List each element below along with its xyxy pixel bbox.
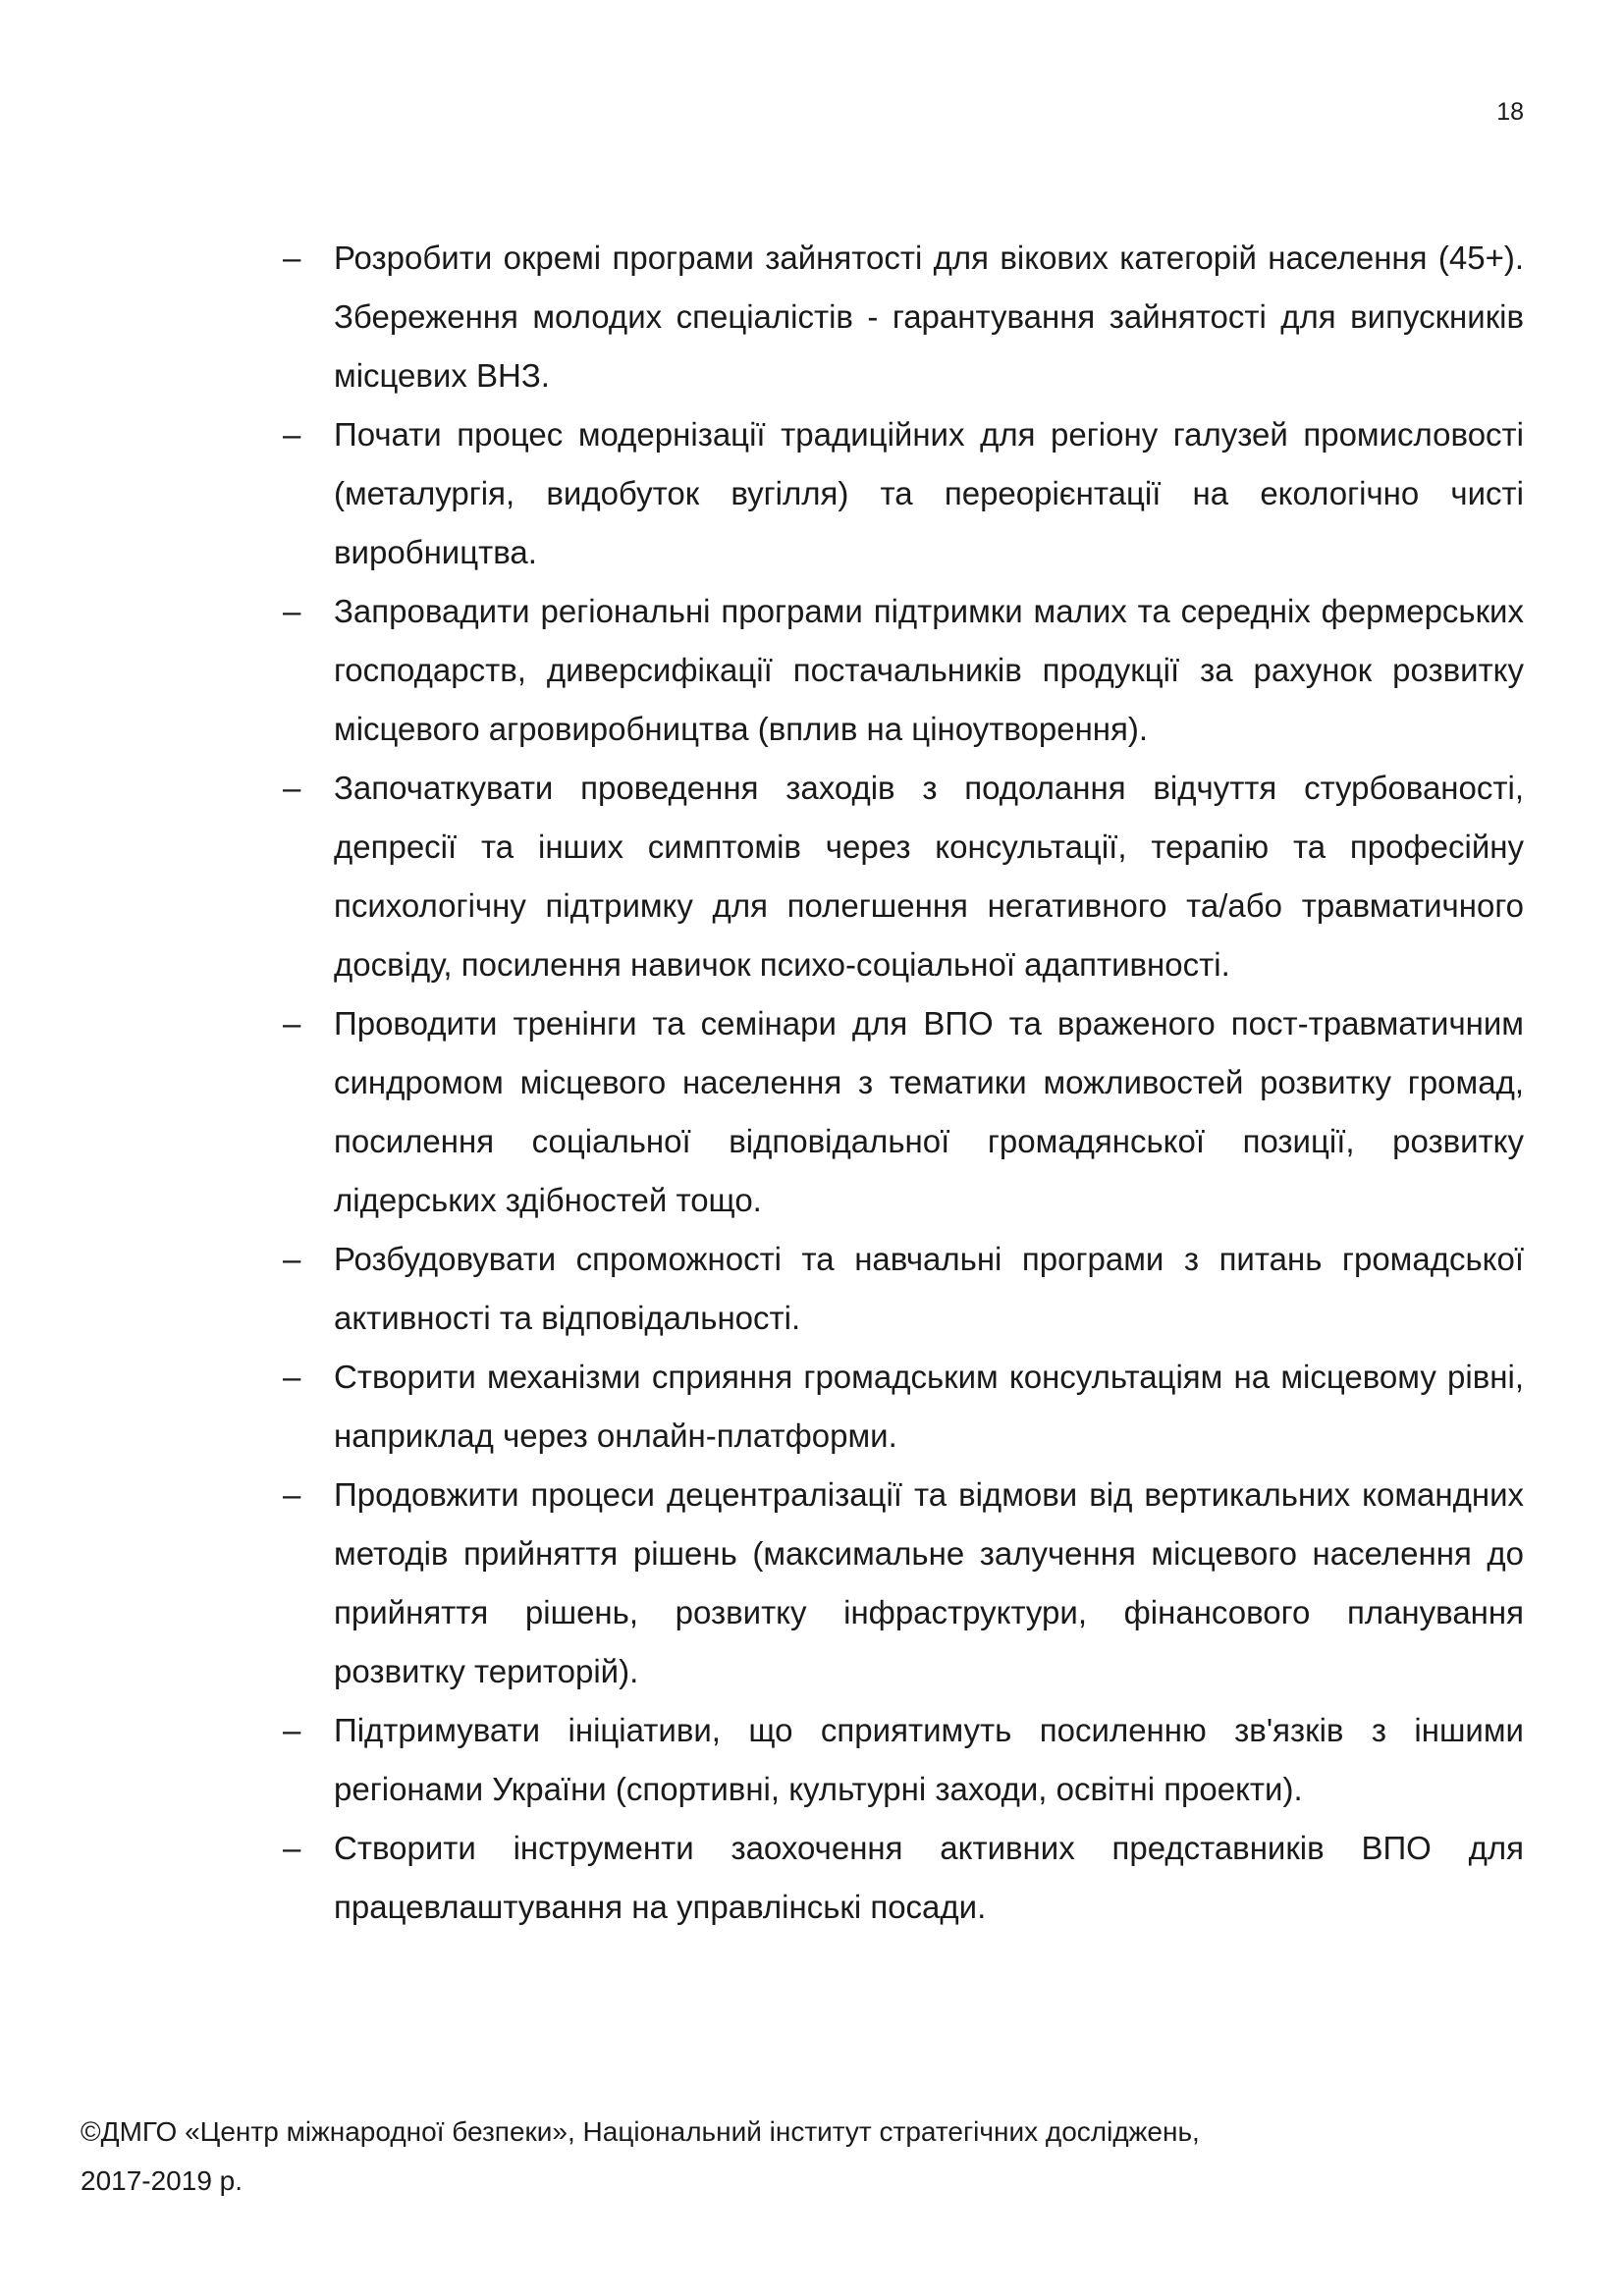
list-bullet: – xyxy=(283,593,301,629)
list-item xyxy=(277,1819,1524,1937)
list-item-text: Започаткувати проведення заходів з подолання відчуття стурбованості, депресії та інших симптомів через консультації, терапію та професійну психологічну підтримку для полегшення негативного та/або травматичного досвіду, посилення навичок психо-соціальної адаптивності. xyxy=(334,770,1524,983)
list-item-text: Проводити тренінги та семінари для ВПО та враженого пост-травматичним синдромом місцевого населення з тематики можливостей розвитку громад, посилення соціальної відповідальної громадянської позиції, розвитку лідерських здібностей тощо. xyxy=(334,1005,1524,1218)
list-bullet: – xyxy=(283,1359,301,1395)
footer-line: ©ДМГО «Центр міжнародної безпеки», Національний інститут стратегічних досліджень, xyxy=(81,2116,1200,2147)
page-number: 18 xyxy=(1496,98,1524,126)
list-item xyxy=(277,1348,1524,1466)
list-bullet: – xyxy=(283,770,301,806)
footer-line: 2017-2019 р. xyxy=(81,2165,244,2196)
list-item-text: Створити механізми сприяння громадським консультаціям на місцевому рівні, наприклад через онлайн-платформи. xyxy=(334,1359,1524,1454)
list-bullet: – xyxy=(283,1005,301,1041)
footer-copyright xyxy=(81,2108,1455,2206)
list-bullet: – xyxy=(283,1241,301,1277)
list-item xyxy=(277,1230,1524,1348)
list-bullet: – xyxy=(283,1476,301,1513)
list-item-text: Продовжити процеси децентралізації та відмови від вертикальних командних методів прийняття рішень (максимальне залучення місцевого населення до прийняття рішень, розвитку інфраструктури, фінансового планування розвитку територій). xyxy=(334,1476,1524,1689)
list-bullet: – xyxy=(283,1830,301,1866)
list-item-text: Підтримувати ініціативи, що сприятимуть посиленню зв'язків з іншими регіонами України (спортивні, культурні заходи, освітні проекти). xyxy=(334,1712,1524,1807)
list-item-text: Почати процес модернізації традиційних для регіону галузей промисловості (металургія, видобуток вугілля) та переорієнтації на екологічно чисті виробництва. xyxy=(334,416,1524,570)
list-bullet: – xyxy=(283,416,301,453)
list-item-text: Розбудовувати спроможності та навчальні програми з питань громадської активності та відповідальності. xyxy=(334,1241,1524,1336)
list-item xyxy=(277,1701,1524,1819)
list-item xyxy=(277,1466,1524,1701)
list-item xyxy=(277,759,1524,994)
list-bullet: – xyxy=(283,1712,301,1748)
list-bullet: – xyxy=(283,240,301,276)
list-item xyxy=(277,229,1524,405)
list-item-text: Створити інструменти заохочення активних представників ВПО для працевлаштування на управлінські посади. xyxy=(334,1830,1524,1925)
list-item xyxy=(277,405,1524,582)
list-item-text: Розробити окремі програми зайнятості для вікових категорій населення (45+). Збереження молодих спеціалістів - гарантування зайнятості для випускників місцевих ВНЗ. xyxy=(334,240,1524,394)
list-item-text: Запровадити регіональні програми підтримки малих та середніх фермерських господарств, диверсифікації постачальників продукції за рахунок розвитку місцевого агровиробництва (вплив на ціноутворення). xyxy=(334,593,1524,747)
list-item xyxy=(277,994,1524,1230)
list-item xyxy=(277,582,1524,759)
recommendations-list xyxy=(277,229,1524,1937)
